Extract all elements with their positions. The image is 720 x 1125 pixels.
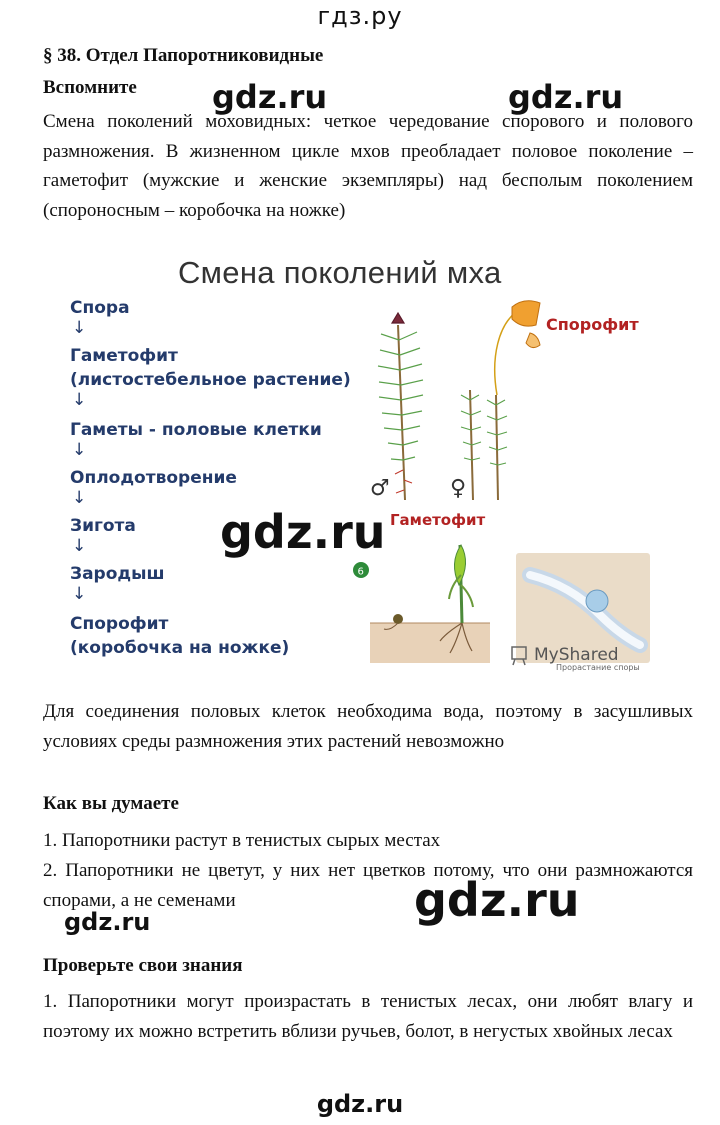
myshared-brand: MyShared (534, 645, 619, 665)
arrow-down-icon: ↓ (72, 488, 87, 508)
water-note: Для соединения половых клеток необходима вода, поэтому в засушливых условиях среды размножения этих растений невозможно (43, 701, 693, 752)
arrow-down-icon: ↓ (72, 536, 87, 556)
watermark: gdz.ru (220, 505, 386, 559)
female-moss-plant (461, 313, 515, 500)
step-embryo: Зародыш (70, 564, 165, 584)
step-zygote: Зигота (70, 516, 136, 536)
gametophyte-label: Гаметофит (390, 511, 486, 529)
watermark: gdz.ru (414, 873, 580, 927)
arrow-down-icon: ↓ (72, 440, 87, 460)
sporophyte-label: Спорофит (546, 315, 639, 334)
watermark-bottom: gdz.ru (316, 1090, 404, 1118)
step-gametophyte-note: (листостебельное растение) (70, 370, 351, 390)
step-badge-number: 6 (357, 566, 364, 578)
step-sporophyte-note: (коробочка на ножке) (70, 638, 290, 658)
think-item-1: 1. Папоротники растут в тенистых сырых местах (43, 830, 441, 851)
check-item-1: 1. Папоротники могут произрастать в тенистых лесах, они любят влагу и поэтому их можно встретить вблизи ручьев, болот, в негустых хвойных лесах (43, 991, 693, 1042)
think-item-2: 2. Папоротники не цветут, у них нет цветков потому, что они размножаются спорами, а не семенами (43, 860, 693, 911)
remember-heading: Вспомните (43, 77, 137, 98)
female-symbol-icon: ♀ (450, 476, 467, 501)
male-symbol-icon: ♂ (370, 476, 390, 501)
step-sporophyte: Спорофит (70, 614, 169, 634)
watermark: gdz.ru (212, 78, 328, 116)
remember-text: Смена поколений моховидных: четкое чередование спорового и полового размножения. В жизненном цикле мхов преобладает половое поколение – гаметофит (мужские и женские экземпляры) над бесполым поколением (спороносным – коробочка на ножке) (43, 111, 693, 221)
arrow-down-icon: ↓ (72, 584, 87, 604)
step-spore: Спора (70, 298, 130, 318)
section-title: § 38. Отдел Папоротниковидные (43, 45, 324, 66)
moss-life-cycle-diagram (60, 245, 660, 685)
step-gametes: Гаметы - половые клетки (70, 420, 322, 440)
moss-illustration (60, 245, 660, 685)
check-heading: Проверьте свои знания (43, 955, 243, 976)
diagram-title: Смена поколений мха (178, 255, 502, 290)
male-moss-plant (378, 313, 423, 500)
watermark-top: гдз.ру (317, 2, 403, 30)
myshared-caption: Прорастание споры (556, 663, 640, 672)
step-gametophyte: Гаметофит (70, 346, 178, 366)
watermark: gdz.ru (64, 908, 151, 936)
think-heading: Как вы думаете (43, 793, 179, 814)
step-fertilization: Оплодотворение (70, 468, 237, 488)
arrow-down-icon: ↓ (72, 318, 87, 338)
young-gametophyte (370, 545, 490, 663)
watermark: gdz.ru (508, 78, 624, 116)
arrow-down-icon: ↓ (72, 390, 87, 410)
sporophyte-capsule (512, 301, 540, 348)
